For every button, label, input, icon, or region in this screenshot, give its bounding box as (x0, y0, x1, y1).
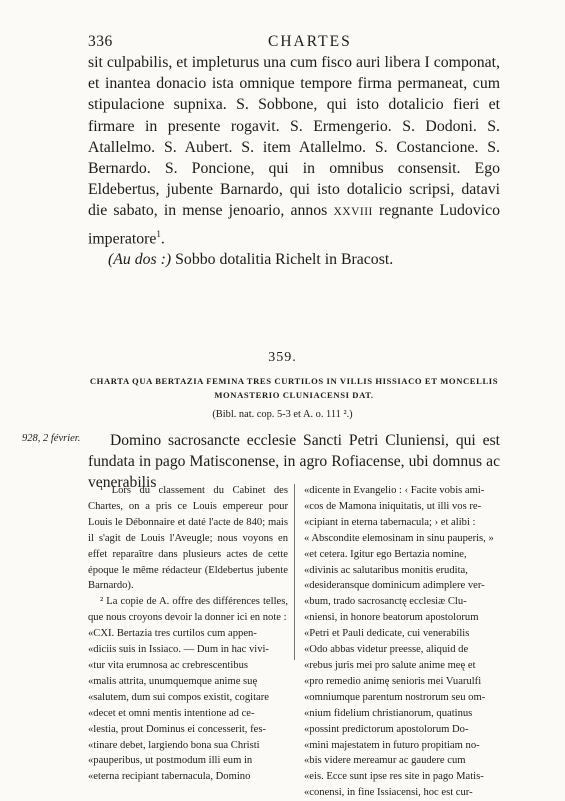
variant-line: «et cetera. Igitur ego Bertazia nomine, (304, 548, 467, 560)
variant-line: «mini majestatem in futuro propitiam no- (304, 739, 480, 751)
variant-line: «cipiant in eterna tabernacula; › et alibi : (304, 516, 476, 528)
variant-line: «divinis ac salutaribus monitis erudita, (304, 564, 468, 576)
variant-line: «rebus juris mei pro salute anime meę et (304, 659, 476, 671)
variant-line: «pro remedio animę senioris mei Vuarulfi (304, 675, 482, 687)
variant-line: «tinare debet, largiendo bona sua Christi (88, 739, 260, 751)
running-title: CHARTES (268, 33, 352, 50)
variant-line: «pauperibus, ut postmodum illi eum in (88, 755, 253, 767)
variant-line: «niensi, in honore beatorum apostolorum (304, 612, 479, 624)
column-divider (294, 484, 295, 660)
variant-line: «salutem, dum sui compos existit, cogitare (88, 691, 269, 703)
charter-opening-text: Domino sacrosancte ecclesie Sancti Petri Cluniensi, qui est fundata in pago Matisconense, in agro Rofiacense, ubi domnus ac venerabilis (88, 432, 500, 491)
footnote-1: ¹ Lors du classement du Cabinet des Chartes, on a pris ce Louis empereur pour Louis le Débonnaire et daté l'acte de 840; mais il s'agit de Louis l'Aveugle; nous voyons en effet reparaître dans plusieurs actes de cette époque le même rédacteur (Eldebertus jubente Barnardo). (88, 485, 288, 592)
continuation-paragraph: sit culpabilis, et impleturus una cum fisco auri libera I componat, et inantea donacio ista omnique tempore firma permaneat, cum stipulacione supnixa. S. Sobbone, qui isto dotalicio fieri et firmare in presente rogavit. S. Ermengerio. S. Dodoni. S. Atallelmo. S. Aubert. S. item Atallelmo. S. Costancione. S. Bernardo. S. Poncione, qui in omnibus consensit. Ego Eldebertus, jubente Barnardo, qui isto dotalicio scripsi, datavi die sabato, in mense jenoario, annos (88, 54, 500, 220)
page-number: 336 (88, 33, 113, 50)
variant-line: «diciis suis in Issiaco. — Dum in hac vivi- (88, 644, 269, 656)
margin-date: 928, 2 février. (22, 433, 81, 444)
year-numeral: XXVIII (333, 206, 373, 219)
variant-line: «possint predictorum apostolorum Do- (304, 723, 469, 735)
variant-line: «bis videre mereamur ac gaudere cum (304, 755, 466, 767)
variant-line: «cos de Mamona iniquitatis, ut illi vos re- (304, 500, 482, 512)
variant-line: «CXI. Bertazia tres curtilos cum appen- (88, 628, 257, 640)
continuation-text: sit culpabilis, et impleturus una cum fisco auri libera I componat, et inantea donacio ista omnique tempore firma permaneat, cum stipulacione supnixa. S. Sobbone, qui isto dotalicio fieri et firmare in presente rogavit. S. Ermengerio. S. Dodoni. S. Atallelmo. S. Aubert. S. item Atallelmo. S. Costancione. S. Bernardo. S. Poncione, qui in omnibus consensit. Ego Eldebertus, jubente Barnardo, qui isto dotalicio scripsi, datavi die sabato, in mense jenoario, annos XXVIII regnante Ludovico imperatore$^1$. (Au dos :) Sobbo dotalitia Richelt in Bracost. (88, 54, 500, 269)
variant-line: «nium fidelium christianorum, quatinus (304, 707, 473, 719)
charter-title-line: CHARTA QUA BERTAZIA FEMINA TRES CURTILOS IN VILLIS HISSIACO ET MONCELLIS (89, 376, 499, 386)
source-reference: (Bibl. nat. cop. 5-3 et A. o. 111 ².) (212, 409, 353, 420)
footnote-2: ² La copie de A. offre des différences telles, que nous croyons devoir la donner ici en note : (88, 596, 288, 624)
variant-line: «eterna recipiant tabernacula, Domino (88, 771, 251, 783)
variant-line: «conensi, in fine Issiacensi, hoc est cur- (304, 787, 473, 799)
charter-title (88, 374, 500, 402)
continuation-paragraph-end: regnante Ludovico imperatore (88, 202, 500, 247)
dorsal-label: (Au dos :) (108, 251, 172, 269)
footnotes-right-column (304, 483, 504, 801)
charter-title-line: MONASTERIO CLUNIACENSI DAT. (214, 390, 374, 400)
variant-line: «lestia, prout Dominus ei concesserit, fes- (88, 723, 266, 735)
variant-line: «malis attrita, unumquemque anime suę (88, 675, 258, 687)
footnotes-left-column (88, 483, 288, 785)
variant-line: «dicente in Evangelio : ‹ Facite vobis ami- (304, 485, 485, 496)
variant-line: «decet et omni mentis intentione ad ce- (88, 707, 255, 719)
variant-line: « Abscondite elemosinam in sinu pauperis, » (304, 532, 494, 544)
charter-number: 359. (268, 350, 297, 365)
variant-line: «omniumque parentum nostrorum seu om- (304, 691, 486, 703)
variant-line: «Odo abbas videtur preesse, aliquid de (304, 644, 469, 656)
variant-line: «bum, trado sacrosanctę ecclesiæ Clu- (304, 596, 467, 608)
footnote-ref: 1 (156, 228, 161, 239)
variant-line: «eis. Ecce sunt ipse res site in pago Matis- (304, 771, 484, 783)
variant-line: «Petri et Pauli dedicate, cui venerabilis (304, 628, 470, 640)
dorsal-text: Sobbo dotalitia Richelt in Bracost. (175, 251, 394, 269)
variant-line: «desideransque dominicum adimplere ver- (304, 580, 485, 592)
variant-line: «tur vita erumnosa ac crebrescentibus (88, 659, 249, 671)
